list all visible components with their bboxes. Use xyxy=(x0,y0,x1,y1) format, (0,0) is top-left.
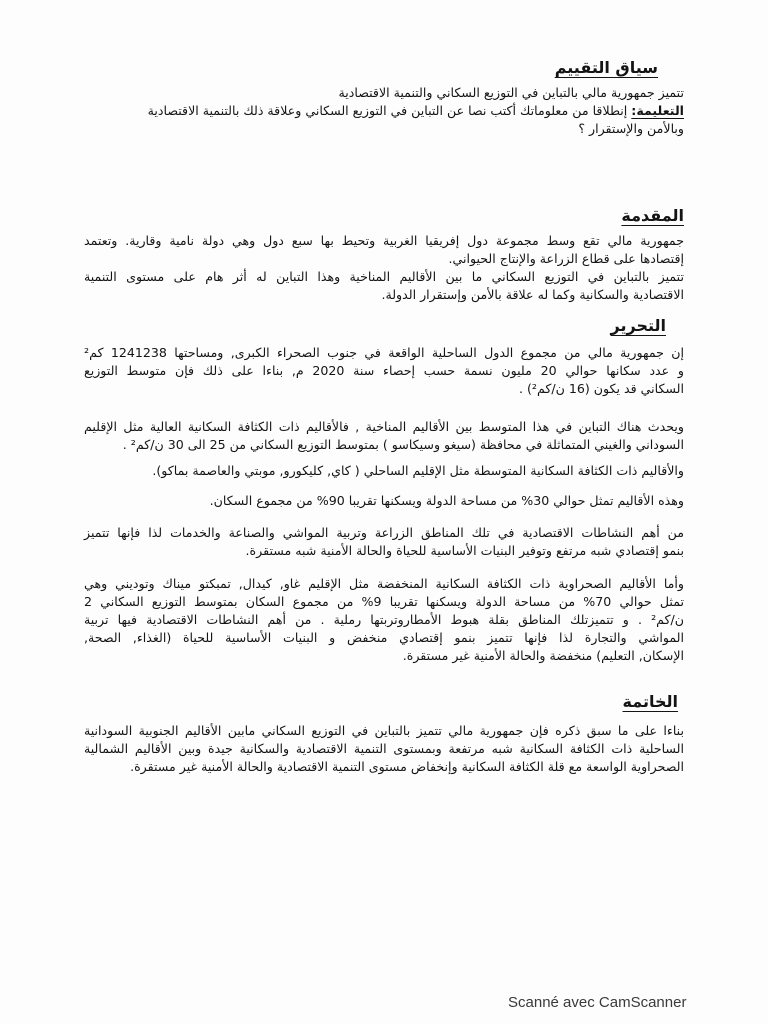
body-line: ويحدث هناك التباين في هذا المتوسط بين الأقاليم المناخية , فالأقاليم ذات الكثافة السكانية العالية مثل الإقليم xyxy=(84,419,684,434)
context-block xyxy=(84,84,684,138)
body-line: تمثل حوالي 70% من مساحة الدولة ويسكنها تقريبا 9% من مجموع السكان بمتوسط التوزيع السكاني 2 xyxy=(84,594,684,609)
body-heading: التحرير xyxy=(610,316,666,335)
instruction-text: إنطلاقا من معلوماتك أكتب نصا عن التباين في التوزيع السكاني وعلاقة ذلك بالتنمية الاقتصادية xyxy=(147,103,632,118)
instruction-label: التعليمة: xyxy=(631,103,684,118)
camscanner-watermark: Scanné avec CamScanner xyxy=(508,994,687,1011)
conclusion-line: الساحلية ذات الكثافة السكانية شبه مرتفعة وبمستوى التنمية الاقتصادية والسكانية جيدة وبين الأقاليم الشمالية xyxy=(84,741,684,756)
body-line: من أهم النشاطات الاقتصادية في تلك المناطق الزراعة وتربية المواشي والصناعة والخدمات لذا فإنها تتميز xyxy=(84,525,684,540)
body-paragraph-4 xyxy=(84,492,684,510)
intro-heading: المقدمة xyxy=(621,206,684,225)
body-line: الإسكان, التعليم) منخفضة والحالة الأمنية غير مستقرة. xyxy=(402,648,684,663)
body-paragraph-6 xyxy=(84,575,684,665)
instruction-continuation: وبالأمن والإستقرار ؟ xyxy=(578,121,684,136)
body-line: وهذه الأقاليم تمثل حوالي 30% من مساحة الدولة ويسكنها تقريبا 90% من مجموع السكان. xyxy=(209,493,684,508)
body-line: ن/كم² . و تتميزتلك المناطق بقلة هبوط الأمطاروتربتها رملية . من أهم النشاطات الاقتصادية فيها تربية xyxy=(84,612,684,627)
intro-line: جمهورية مالي تقع وسط مجموعة دول إفريقيا الغربية وتحيط بها سبع دول وهي دولة نامية وقارية. وتعتمد xyxy=(84,233,684,248)
intro-line: تتميز بالتباين في التوزيع السكاني ما بين الأقاليم المناخية وهذا التباين له أثر هام على مستوى التنمية xyxy=(84,269,684,284)
conclusion-line: الصحراوية الواسعة مع قلة الكثافة السكانية وإنخفاض مستوى التنمية الاقتصادية والحالة الأمنية غير مستقرة. xyxy=(130,759,684,774)
body-line: والأقاليم ذات الكثافة السكانية المتوسطة مثل الإقليم الساحلي ( كاي, كليكورو, موبتي والعاصمة بماكو). xyxy=(152,463,684,478)
intro-line: الاقتصادية والسكانية وكما له علاقة بالأمن وإستقرار الدولة. xyxy=(381,287,684,302)
body-line: و عدد سكانها حوالي 20 مليون نسمة حسب إحصاء سنة 2020 م, بناءا على ذلك فإن متوسط التوزيع xyxy=(84,363,684,378)
body-paragraph-3 xyxy=(84,462,684,480)
conclusion-line: بناءا على ما سبق ذكره فإن جمهورية مالي تتميز بالتباين في التوزيع السكاني مابين الأقاليم الجنوبية السودانية xyxy=(84,723,684,738)
body-line: إن جمهورية مالي من مجموع الدول الساحلية الواقعة في جنوب الصحراء الكبرى, ومساحتها 1241238 كم² xyxy=(84,345,684,360)
context-line: تتميز جمهورية مالي بالتباين في التوزيع السكاني والتنمية الاقتصادية xyxy=(338,85,684,100)
body-line: بنمو إقتصادي شبه مرتفع وتوفير البنيات الأساسية للحياة والحالة الأمنية شبه مستقرة. xyxy=(245,543,684,558)
body-paragraph-1 xyxy=(84,344,684,398)
body-line: وأما الأقاليم الصحراوية ذات الكثافة السكانية المنخفضة مثل الإقليم غاو, كيدال, تمبكتو ميناك وتوديني وهي xyxy=(84,576,684,591)
intro-block xyxy=(84,232,684,304)
conclusion-heading: الخاتمة xyxy=(622,692,678,711)
body-line: السكاني قد يكون (16 ن/كم²) . xyxy=(518,381,684,396)
conclusion-block xyxy=(84,722,684,776)
body-paragraph-5 xyxy=(84,524,684,560)
intro-line: إقتصادها على قطاع الزراعة والإنتاج الحيواني. xyxy=(448,251,684,266)
body-line: السوداني والغيني المتماثلة في محافظة (سيغو وسيكاسو ) بمتوسط التوزيع السكاني من 25 الى 30 ن/كم² . xyxy=(122,437,684,452)
body-paragraph-2 xyxy=(84,418,684,454)
context-heading: سياق التقييم xyxy=(554,58,658,77)
body-line: المواشي والتجارة لذا فإنها تتميز بنمو إقتصادي منخفض و البنيات الأساسية للحياة (الغذاء, الصحة, xyxy=(84,630,684,645)
instruction-line xyxy=(84,102,684,120)
